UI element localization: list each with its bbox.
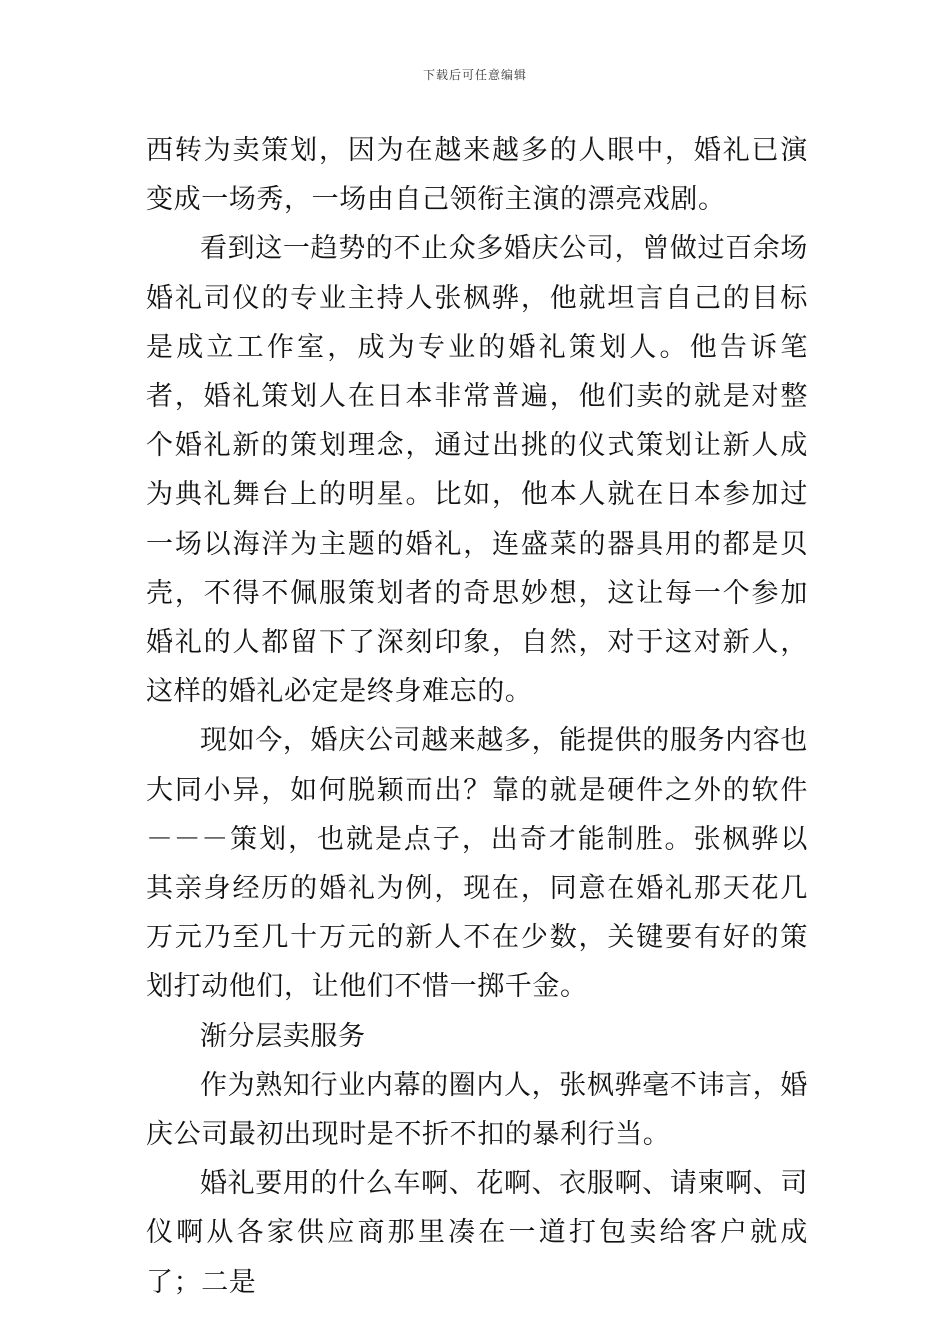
document-body (146, 126, 808, 1307)
paragraph-4: 作为熟知行业内幕的圈内人，张枫骅毫不讳言，婚庆公司最初出现时是不折不扣的暴利行当。 (146, 1069, 808, 1151)
paragraph-1: 西转为卖策划，因为在越来越多的人眼中，婚礼已演变成一场秀，一场由自己领衔主演的漂亮戏剧。 (146, 135, 808, 216)
page-header: 下载后可任意编辑 (422, 68, 527, 82)
paragraph-2: 看到这一趋势的不止众多婚庆公司，曾做过百余场婚礼司仪的专业主持人张枫骅，他就坦言自己的目标是成立工作室，成为专业的婚礼策划人。他告诉笔者，婚礼策划人在日本非常普遍，他们卖的就是对整个婚礼新的策划理念，通过出挑的仪式策划让新人成为典礼舞台上的明星。比如，他本人就在日本参加过一场以海洋为主题的婚礼，连盛菜的器具用的都是贝壳，不得不佩服策划者的奇思妙想，这让每一个参加婚礼的人都留下了深刻印象，自然，对于这对新人，这样的婚礼必定是终身难忘的。 (146, 233, 808, 708)
paragraph-3: 现如今，婚庆公司越来越多，能提供的服务内容也大同小异，如何脱颖而出？靠的就是硬件之外的软件－－－策划，也就是点子，出奇才能制胜。张枫骅以其亲身经历的婚礼为例，现在，同意在婚礼那天花几万元乃至几十万元的新人不在少数，关键要有好的策划打动他们，让他们不惜一掷千金。 (146, 725, 808, 1003)
paragraph-5: 婚礼要用的什么车啊、花啊、衣服啊、请柬啊、司仪啊从各家供应商那里凑在一道打包卖给客户就成了；二是 (146, 1168, 808, 1298)
section-heading: 渐分层卖服务 (200, 1020, 366, 1052)
